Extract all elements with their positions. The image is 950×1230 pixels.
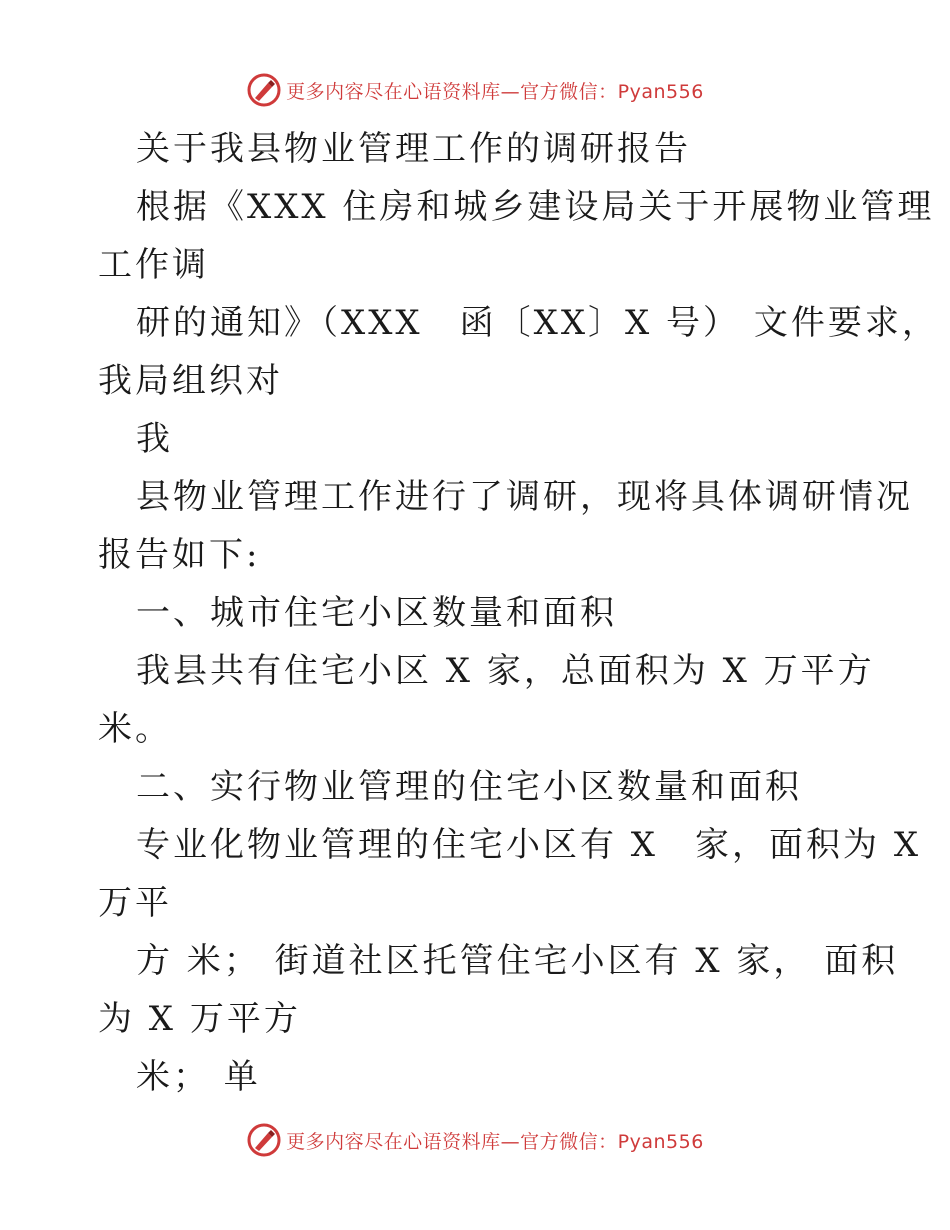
paragraph-line: 报告如下: (98, 535, 261, 575)
watermark-text: 更多内容尽在心语资料库—官方微信：Pyan556 (286, 80, 704, 103)
paragraph-line: 根据《XXX 住房和城乡建设局关于开展物业管理 (136, 187, 935, 227)
paragraph-line: 为 X 万平方 (98, 999, 301, 1039)
section-heading: 二、实行物业管理的住宅小区数量和面积 (136, 767, 802, 807)
watermark-text: 更多内容尽在心语资料库—官方微信：Pyan556 (286, 1130, 704, 1153)
paragraph-line: 专业化物业管理的住宅小区有 X 家，面积为 X (136, 825, 922, 865)
red-pen-circle-logo-icon (246, 1122, 282, 1158)
paragraph-line: 方 米； 街道社区托管住宅小区有 X 家， 面积 (136, 941, 899, 981)
red-pen-circle-logo-icon (246, 72, 282, 108)
document-title: 关于我县物业管理工作的调研报告 (136, 129, 691, 169)
watermark-banner-top (0, 70, 950, 110)
paragraph-line: 研的通知》（XXX 函〔XX〕X 号） 文件要求， (136, 303, 939, 343)
watermark-banner-bottom (0, 1120, 950, 1160)
paragraph-line: 我局组织对 (98, 361, 283, 401)
paragraph-line: 我 (136, 419, 173, 459)
document-body (98, 120, 939, 1106)
paragraph-line: 工作调 (98, 245, 209, 285)
section-heading: 一、城市住宅小区数量和面积 (136, 593, 617, 633)
paragraph-line: 县物业管理工作进行了调研，现将具体调研情况 (136, 477, 913, 517)
paragraph-line: 米。 (98, 709, 172, 749)
paragraph-line: 我县共有住宅小区 X 家，总面积为 X 万平方 (136, 651, 875, 691)
paragraph-line: 米； 单 (136, 1057, 261, 1097)
paragraph-line: 万平 (98, 883, 172, 923)
